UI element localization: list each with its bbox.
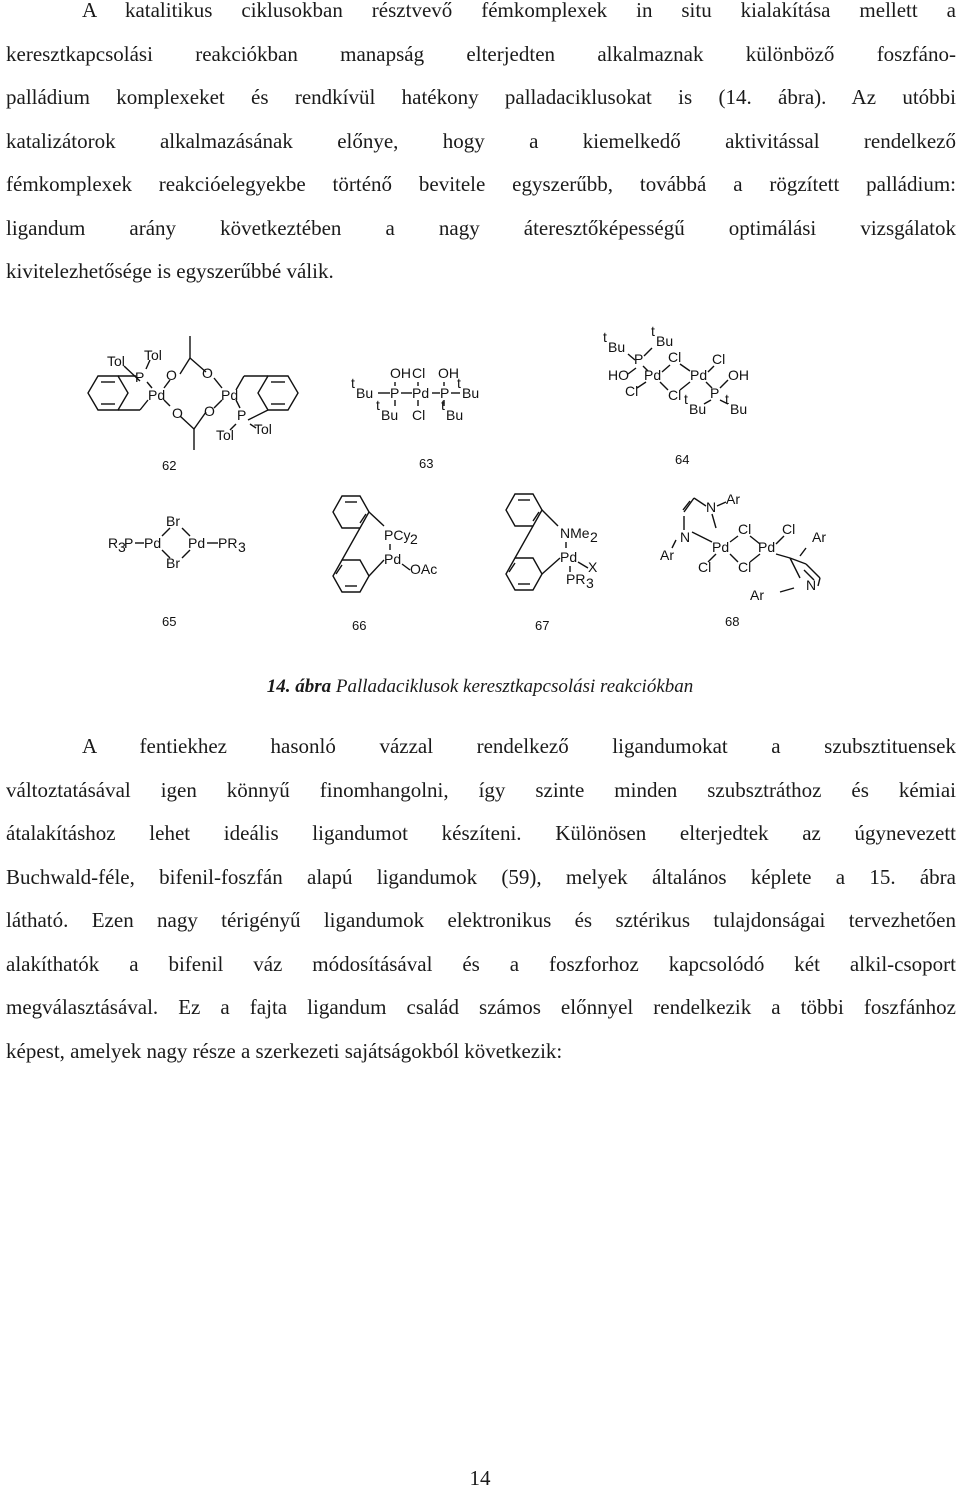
svg-text:R: R [108,535,119,551]
compound-label-65: 65 [162,614,177,629]
svg-text:Pd: Pd [560,549,578,565]
svg-text:P: P [135,369,145,385]
figure-number: 14. ábra [266,676,332,697]
svg-text:Bu: Bu [462,385,480,401]
svg-text:PR: PR [566,571,586,587]
svg-text:t: t [376,397,380,413]
svg-text:3: 3 [118,539,126,555]
svg-text:Tol: Tol [107,353,125,369]
text-line: katalizátorok alkalmazásának előnye, hogy a kiemelkedő aktivitással rendelkező [6,128,956,153]
svg-text:Pd: Pd [712,539,730,555]
svg-text:N: N [806,577,817,593]
svg-text:O: O [204,403,215,419]
svg-text:Bu: Bu [730,401,748,417]
svg-text:P: P [634,351,644,367]
compound-label-66: 66 [352,618,367,633]
structure-66 [333,496,437,592]
svg-text:Cl: Cl [738,559,752,575]
svg-text:P: P [124,535,134,551]
svg-text:PR: PR [218,535,238,551]
svg-text:Pd: Pd [188,535,206,551]
svg-text:Pd: Pd [690,367,708,383]
text-line: kivitelezhetősége is egyszerűbbé válik. [6,259,334,283]
svg-text:N: N [706,499,717,515]
svg-text:Br: Br [166,513,180,529]
svg-text:3: 3 [586,575,594,591]
svg-text:Pd: Pd [758,539,776,555]
compound-label-68: 68 [725,614,740,629]
svg-text:Cl: Cl [412,365,426,381]
svg-text:2: 2 [410,531,418,547]
svg-text:P: P [710,385,720,401]
svg-text:Ar: Ar [660,547,674,563]
text-line: látható. Ezen nagy térigényű ligandumok elektronikus és sztérikus tulajdonságai tervezhetően [6,908,956,932]
text-line: átalakításhoz lehet ideális ligandumot készíteni. Különösen elterjedtek az úgynevezett [6,821,956,845]
svg-text:PCy: PCy [384,527,411,543]
svg-text:X: X [588,559,598,575]
svg-text:Bu: Bu [446,407,464,423]
svg-text:Pd: Pd [221,387,239,403]
svg-text:Cl: Cl [698,559,712,575]
svg-text:Bu: Bu [356,385,374,401]
compound-label-63: 63 [419,456,434,471]
svg-text:P: P [440,385,450,401]
svg-text:Cl: Cl [738,521,752,537]
svg-text:Cl: Cl [412,407,426,423]
svg-text:Tol: Tol [216,427,234,443]
svg-text:Cl: Cl [668,349,682,365]
svg-text:t: t [725,391,729,407]
svg-text:O: O [172,405,183,421]
svg-text:Ar: Ar [726,491,740,507]
paragraph-buchwald [6,732,956,1080]
text-line: keresztkapcsolási reakciókban manapság elterjedten alkalmaznak különböző foszfáno- [6,41,956,66]
svg-text:2: 2 [590,529,598,545]
svg-text:Pd: Pd [384,551,402,567]
svg-text:Pd: Pd [148,387,166,403]
svg-text:Pd: Pd [144,535,162,551]
structure-62 [88,336,298,450]
svg-text:t: t [441,397,445,413]
svg-text:O: O [202,365,213,381]
svg-text:Cl: Cl [625,383,639,399]
svg-text:Pd: Pd [412,385,430,401]
text-line: A fentiekhez hasonló vázzal rendelkező ligandumokat a szubsztituensek [82,734,956,758]
svg-text:P: P [237,407,247,423]
compound-label-67: 67 [535,618,550,633]
palladacycle-structures-figure [0,316,960,636]
svg-text:Bu: Bu [689,401,707,417]
svg-text:NMe: NMe [560,525,590,541]
svg-text:Bu: Bu [381,407,399,423]
svg-text:Tol: Tol [144,347,162,363]
text-line: palládium komplexeket és rendkívül hatékony palladaciklusokat is (14. ábra). Az utóbbi [6,85,956,109]
svg-text:N: N [680,529,691,545]
svg-text:Cl: Cl [668,387,682,403]
text-line: Buchwald-féle, bifenil-foszfán alapú ligandumok (59), melyek általános képlete a 15. ábra [6,864,956,889]
svg-text:Tol: Tol [254,421,272,437]
compound-label-64: 64 [675,452,690,467]
svg-text:t: t [457,375,461,391]
svg-text:OAc: OAc [410,561,438,577]
text-line: képest, amelyek nagy része a szerkezeti sajátságokból következik: [6,1038,563,1063]
page-number: 14 [469,1466,491,1490]
compound-label-62: 62 [162,458,177,473]
svg-text:Ar: Ar [812,529,826,545]
text-line: alakíthatók a bifenil váz módosításával és a foszforhoz kapcsolódó két alkil-csoport [6,951,956,976]
text-line: ligandum arány következtében a nagy áteresztőképességű optimálási vizsgálatok [6,215,956,240]
svg-text:OH: OH [390,365,411,381]
svg-text:Ar: Ar [750,587,764,603]
svg-text:Br: Br [166,555,180,571]
svg-text:OH: OH [728,367,749,383]
structure-68 [660,491,826,603]
text-line: fémkomplexek reakcióelegyekbe történő bevitele egyszerűbb, továbbá a rögzített palládium: [6,172,956,196]
paragraph-intro [6,0,956,301]
svg-text:3: 3 [238,539,246,555]
svg-text:OH: OH [438,365,459,381]
svg-text:t: t [351,375,355,391]
svg-text:t: t [603,329,607,345]
svg-text:O: O [166,367,177,383]
svg-text:Cl: Cl [782,521,796,537]
svg-text:t: t [684,391,688,407]
structure-67 [506,494,598,591]
svg-text:Pd: Pd [644,367,662,383]
text-line: megválasztásával. Ez a fajta ligandum család számos előnnyel rendelkezik a többi foszfánhoz [6,995,956,1019]
text-line: változtatásával igen könnyű finomhangolni, így szinte minden szubsztráthoz és kémiai [6,777,956,802]
figure-caption [0,676,960,698]
structure-63 [351,365,479,423]
svg-text:P: P [390,385,400,401]
svg-text:Bu: Bu [608,339,626,355]
svg-text:Bu: Bu [656,333,674,349]
text-line: A katalitikus ciklusokban résztvevő fémkomplexek in situ kialakítása mellett a [82,0,956,22]
structure-65 [108,513,246,571]
svg-text:t: t [651,323,655,339]
svg-text:HO: HO [608,367,629,383]
structure-64 [603,323,749,417]
svg-text:Cl: Cl [712,351,726,367]
figure-caption-text: Palladaciklusok keresztkapcsolási reakciókban [335,676,694,697]
